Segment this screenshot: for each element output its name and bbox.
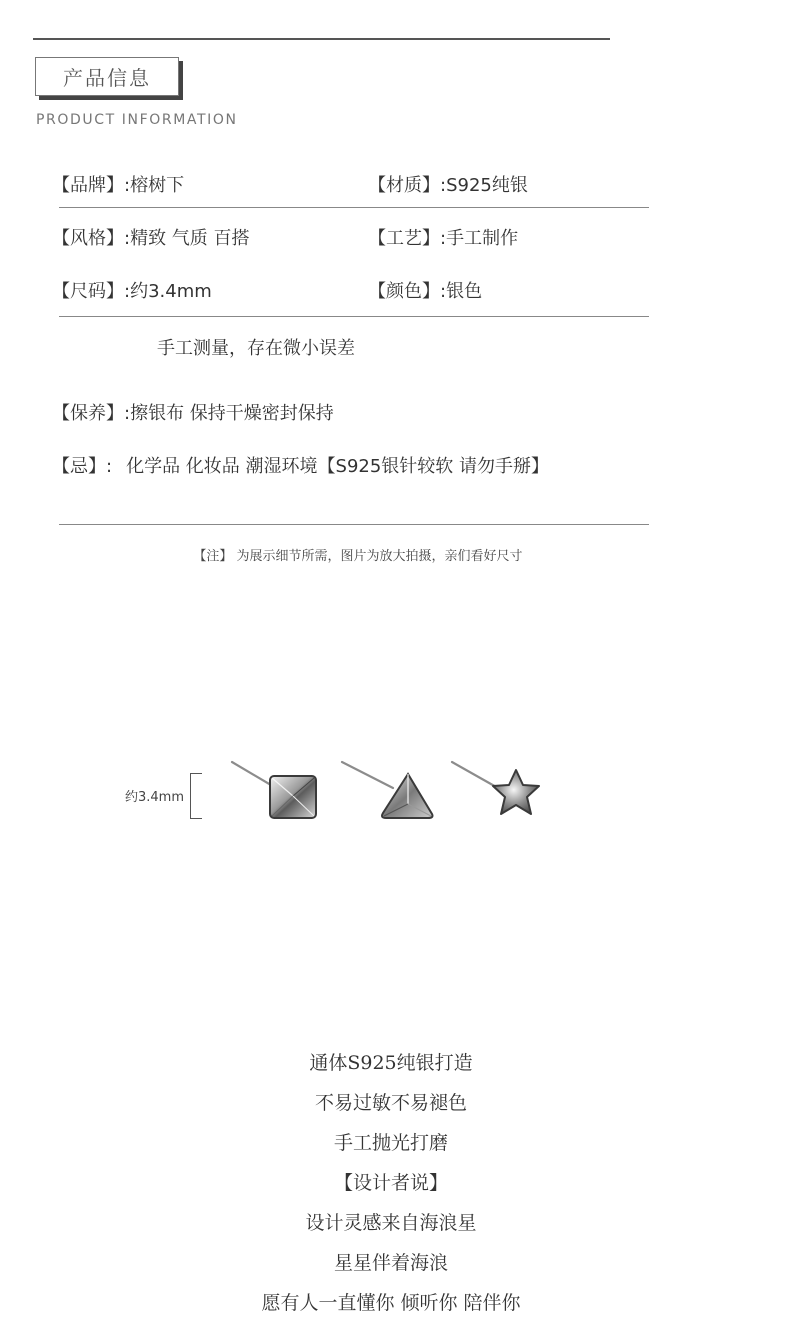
- spec-craft-label: 【工艺】:: [368, 228, 447, 249]
- top-rule: [33, 38, 610, 40]
- separator: [59, 207, 649, 208]
- size-annotation: 约3.4mm: [125, 790, 185, 805]
- spec-brand: [52, 171, 184, 197]
- spec-avoid-value: 化学品 化妆品 潮湿环境【S925银针较软 请勿手掰】: [126, 456, 550, 477]
- spec-material-label: 【材质】:: [368, 175, 447, 196]
- section-title: [35, 57, 179, 96]
- spec-color-value: 银色: [446, 281, 483, 302]
- spec-craft-value: 手工制作: [446, 228, 519, 249]
- spec-material: [368, 171, 528, 197]
- product-photo: [0, 740, 790, 850]
- spec-size-label: 【尺码】:: [52, 281, 131, 302]
- spec-size: [52, 277, 212, 303]
- spec-color-label: 【颜色】:: [368, 281, 447, 302]
- spec-craft: [368, 224, 518, 250]
- spec-care-value: 擦银布 保持干燥密封保持: [130, 403, 334, 424]
- spec-color: [368, 277, 482, 303]
- photo-note: 【注】 为展示细节所需，图片为放大拍摄，亲们看好尺寸: [193, 549, 523, 564]
- spec-brand-value: 榕树下: [130, 175, 185, 196]
- spec-style: [52, 224, 250, 250]
- spec-avoid: [52, 452, 549, 478]
- description-line: 手工抛光打磨: [333, 1132, 448, 1154]
- section-subtitle: PRODUCT INFORMATION: [36, 112, 238, 128]
- description-line: 【设计者说】: [333, 1172, 448, 1194]
- spec-size-value: 约3.4mm: [130, 281, 212, 302]
- spec-style-value: 精致 气质 百搭: [130, 228, 250, 249]
- spec-avoid-label: 【忌】:: [52, 456, 113, 477]
- description-line: 不易过敏不易褪色: [314, 1092, 467, 1114]
- spec-brand-label: 【品牌】:: [52, 175, 131, 196]
- size-note: 手工测量，存在微小误差: [157, 338, 355, 359]
- description-line: 设计灵感来自海浪星: [305, 1212, 477, 1234]
- spec-style-label: 【风格】:: [52, 228, 131, 249]
- description-line: 通体S925纯银打造: [309, 1052, 473, 1074]
- description-line: 星星伴着海浪: [333, 1252, 448, 1274]
- size-bracket: [190, 773, 202, 819]
- description-line: 愿有人一直懂你 倾听你 陪伴你: [261, 1292, 521, 1314]
- star-stud: [448, 758, 548, 842]
- square-stud: [228, 758, 323, 842]
- spec-material-value: S925纯银: [446, 175, 528, 196]
- separator: [59, 524, 649, 525]
- separator: [59, 316, 649, 317]
- section-title-text: 产品信息: [63, 66, 151, 90]
- spec-care: [52, 399, 334, 425]
- triangle-stud: [338, 758, 438, 842]
- spec-care-label: 【保养】:: [52, 403, 131, 424]
